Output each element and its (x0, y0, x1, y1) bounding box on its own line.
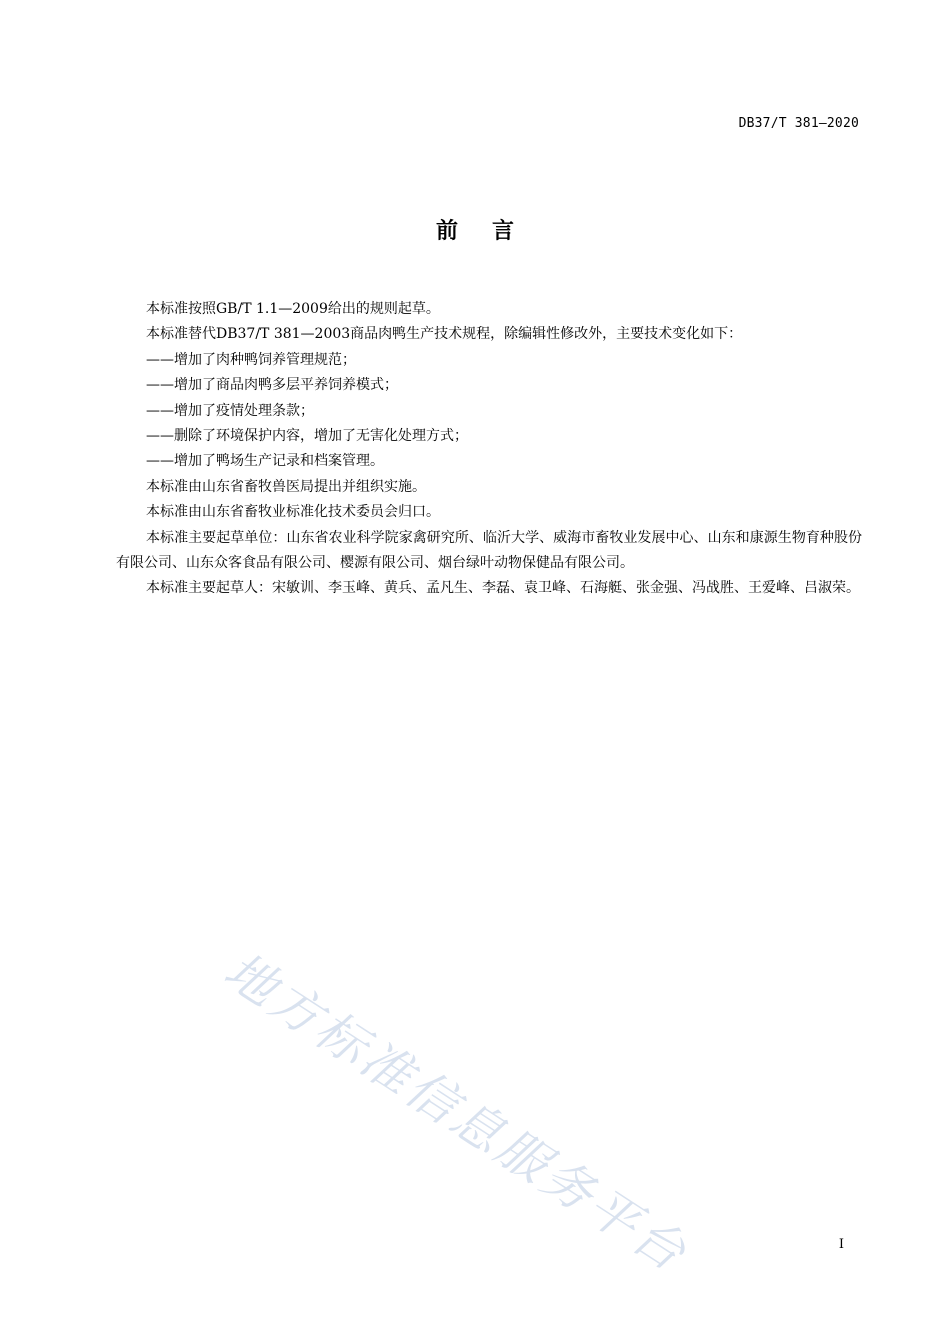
paragraph-committee: 本标准由山东省畜牧业标准化技术委员会归口。 (146, 504, 440, 521)
foreword-body (116, 297, 862, 602)
change-item: ——删除了环境保护内容，增加了无害化处理方式； (146, 428, 468, 445)
change-item: ——增加了肉种鸭饲养管理规范； (146, 351, 356, 368)
document-code: DB37/T 381—2020 (738, 116, 859, 131)
paragraph-proposer: 本标准由山东省畜牧兽医局提出并组织实施。 (146, 478, 426, 495)
page-number: I (838, 1237, 844, 1252)
paragraph-drafters: 本标准主要起草人：宋敏训、李玉峰、黄兵、孟凡生、李磊、袁卫峰、石海艇、张金强、冯战胜、王爱峰、吕淑荣。 (146, 580, 860, 597)
change-item: ——增加了商品肉鸭多层平养饲养模式； (146, 377, 398, 394)
title-char-2: 言 (492, 219, 515, 244)
change-item: ——增加了鸭场生产记录和档案管理。 (146, 453, 384, 470)
title-char-1: 前 (435, 219, 458, 244)
page-title (0, 214, 950, 245)
paragraph-drafting-units: 本标准主要起草单位：山东省农业科学院家禽研究所、临沂大学、威海市畜牧业发展中心、山东和康源生物育种股份有限公司、山东众客食品有限公司、樱源有限公司、烟台绿叶动物保健品有限公司。 (116, 529, 862, 572)
paragraph-drafting-rules: 本标准按照GB/T 1.1—2009给出的规则起草。 (146, 301, 440, 317)
change-item: ——增加了疫情处理条款； (146, 402, 314, 419)
watermark-text: 地方标准信息服务平台 (214, 941, 699, 1284)
paragraph-replacement: 本标准替代DB37/T 381—2003商品肉鸭生产技术规程，除编辑性修改外，主要技术变化如下： (146, 326, 743, 343)
